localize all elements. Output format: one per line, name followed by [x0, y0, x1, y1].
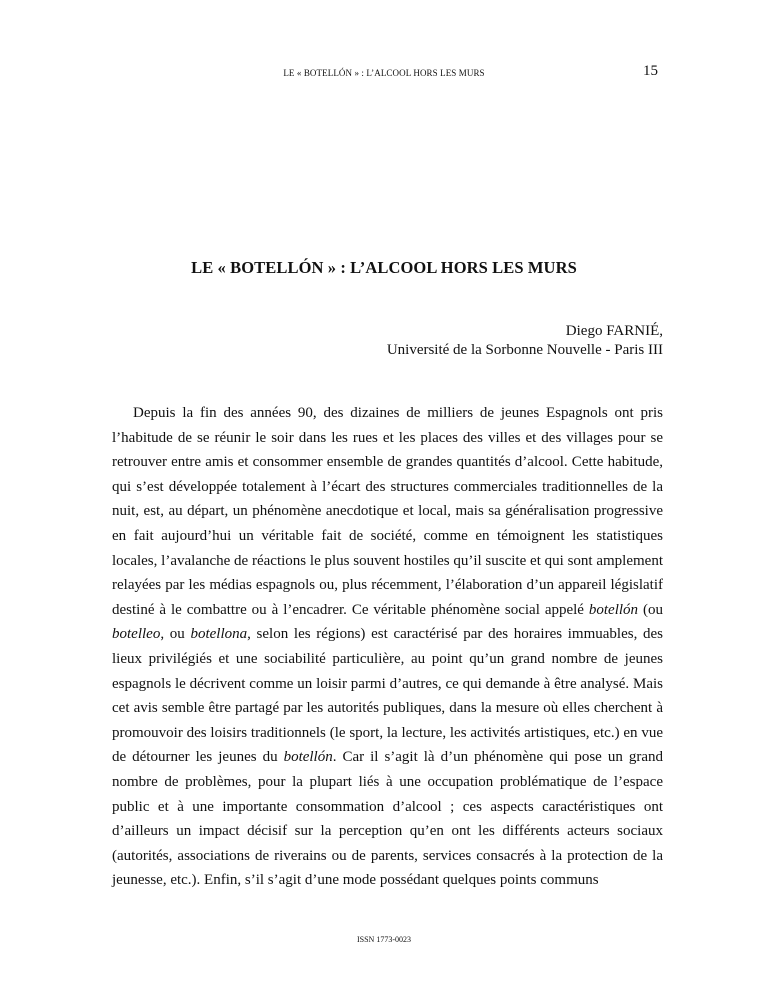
- footer-issn: ISSN 1773-0023: [356, 935, 411, 944]
- article-title: LE « BOTELLÓN » : L’ALCOOL HORS LES MURS: [191, 258, 577, 277]
- body-text-segment: , selon les régions) est caractérisé par des horaires immuables, des lieux privilégiés et une sociabilité particulière, au point qu’un grand nombre de jeunes espagnols le décrivent comme un loisir parmi d’autres, ce qui demande à être analysé. Mais cet avis semble être partagé par les autorités publiques, dans la mesure où elles cherchent à promouvoir des loisirs traditionnels (le sport, la lecture, les activités artistiques, etc.) en vue de détourner les jeunes du: [112, 626, 663, 766]
- body-text-segment: Depuis la fin des années 90, des dizaines de milliers de jeunes Espagnols ont pris l’habitude de se réunir le soir dans les rues et les places des villes et des villages pour se retrouver entre amis et consommer ensemble de grandes quantités d’alcool. Cette habitude, qui s’est développée totalement à l’écart des structures commerciales traditionnelles de la nuit, est, au départ, un phénomène anecdotique et local, mais sa généralisation progressive en fait aujourd’hui un véritable fait de société, comme en témoignent les statistiques locales, l’avalanche de réactions le plus souvent hostiles qu’il suscite et qui sont amplement relayées par les médias espagnols ou, plus récemment, l’élaboration d’un appareil législatif destiné à le combattre ou à l’encadrer. Ce véritable phénomène social appelé: [112, 405, 663, 618]
- italic-term: botelleo: [112, 626, 161, 643]
- body-text-segment: , ou: [160, 626, 191, 643]
- body-text-segment: . Car il s’agit là d’un phénomène qui pose un grand nombre de problèmes, pour la plupart liés à une occupation problématique de l’espace public et à une importante consommation d’alcool ; ces aspects caractéristiques ont d’ailleurs un impact décisif sur la perception qu’en ont les différents acteurs sociaux (autorités, associations de riverains ou de parents, services consacrés à la protection de la jeunesse, etc.). Enfin, s’il s’agit d’une mode possédant quelques points communs: [112, 749, 663, 889]
- italic-term: botellón: [588, 601, 639, 618]
- page-number: 15: [643, 63, 658, 79]
- italic-term: botellón: [283, 749, 333, 766]
- author-name: Diego FARNIÉ,: [565, 323, 663, 339]
- body-paragraph: [112, 401, 663, 893]
- body-text-segment: (ou: [638, 601, 663, 618]
- author-block: [387, 322, 663, 360]
- author-affiliation: Université de la Sorbonne Nouvelle - Paris III: [386, 342, 663, 358]
- italic-term: botellona: [190, 626, 248, 643]
- running-header: LE « BOTELLÓN » : L’ALCOOL HORS LES MURS: [283, 68, 485, 78]
